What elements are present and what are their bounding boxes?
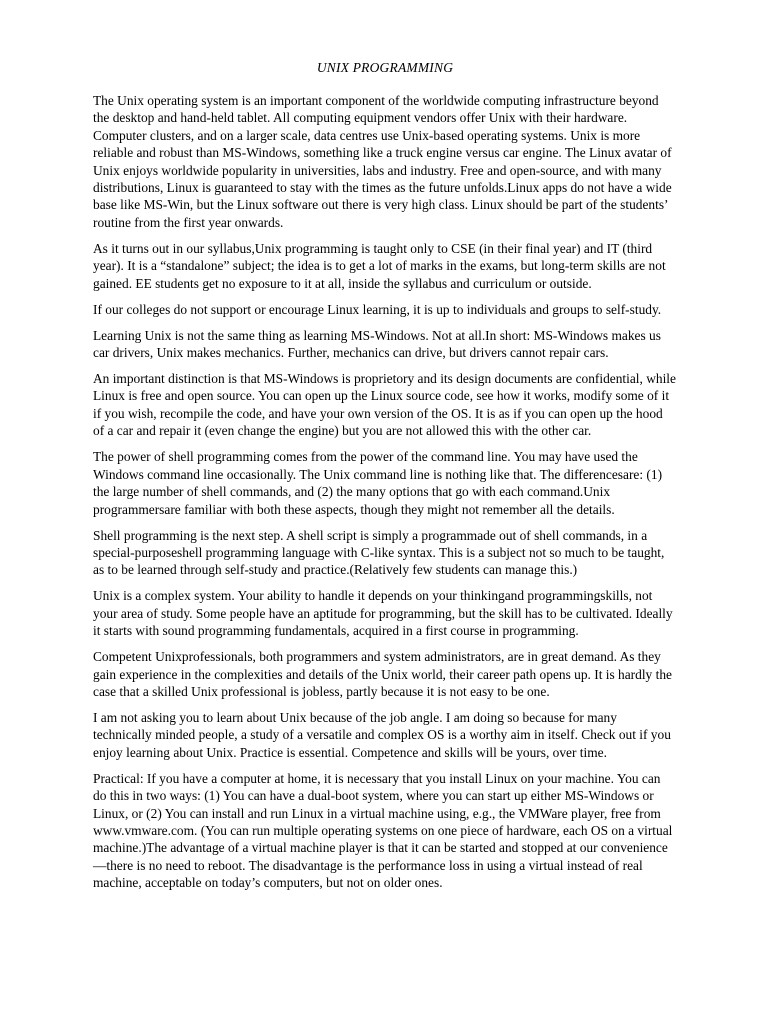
paragraph-5: An important distinction is that MS-Windows is proprietory and its design documents are confidential, while Linux is free and open source. You can open up the Linux source code, see how it works, modify some of it if you wish, recompile the code, and have your own version of the OS. It is as if you can open up the hood of a car and repair it (even change the engine) but you are not allowed this with the other car. [93,371,676,439]
paragraph-8: Unix is a complex system. Your ability to handle it depends on your thinkingand programmingskills, not your area of study. Some people have an aptitude for programming, but the skill has to be cultivated. Ideally it starts with sound programming fundamentals, acquired in a first course in programming. [93,588,673,639]
paragraph-11: Practical: If you have a computer at home, it is necessary that you install Linux on your machine. You can do this in two ways: (1) You can have a dual-boot system, where you can start up either MS-Windows or Linux, or (2) You can install and run Linux in a virtual machine using, e.g., the VMWare player, free from www.vmware.com. (You can run multiple operating systems on one piece of hardware, each OS on a virtual machine.)The advantage of a virtual machine player is that it can be started and stopped at our convenience—there is no need to reboot. The disadvantage is the performance loss in using a virtual instead of real machine, acceptable on today’s computers, but not on older ones. [93,770,673,891]
paragraph-9: Competent Unixprofessionals, both programmers and system administrators, are in great demand. As they gain experience in the complexities and details of the Unix world, their career path opens up. It is hardly the case that a skilled Unix professional is jobless, partly because it is not easy to be one. [93,649,672,699]
document-page [93,58,677,900]
paragraph-6: The power of shell programming comes from the power of the command line. You may have used the Windows command line occasionally. The Unix command line is nothing like that. The differencesare: (1) the large number of shell commands, and (2) the many options that go with each command.Unix programmersare familiar with both these aspects, though they might not remember all the details. [93,449,663,517]
paragraph-7: Shell programming is the next step. A shell script is simply a programmade out of shell commands, in a special-purposeshell programming language with C-like syntax. This is a subject not so much to be taught, as to be learned through self-study and practice.(Relatively few students can manage this.) [93,527,665,578]
document-title: UNIX PROGRAMMING [316,60,454,75]
paragraph-1: The Unix operating system is an important component of the worldwide computing infrastructure beyond the desktop and hand-held tablet. All computing equipment vendors offer Unix with their hardware. Computer clusters, and on a larger scale, data centres use Unix-based operating systems. Unix is more reliable and robust than MS-Windows, something like a truck engine versus car engine. The Linux avatar of Unix enjoys worldwide popularity in universities, labs and industry. Free and open-source, and with many distributions, Linux is guaranteed to stay with the times as the future unfolds.Linux apps do not have a wide base like MS-Win, but the Linux software out there is very high class. Linux should be part of the students’ routine from the first year onwards. [93,93,672,230]
paragraph-2: As it turns out in our syllabus,Unix programming is taught only to CSE (in their final year) and IT (third year). It is a “standalone” subject; the idea is to get a lot of marks in the exams, but long-term skills are not gained. EE students get no exposure to it at all, inside the syllabus and curriculum or outside. [93,240,666,291]
paragraph-3: If our colleges do not support or encourage Linux learning, it is up to individuals and groups to self-study. [93,301,662,317]
paragraph-10: I am not asking you to learn about Unix because of the job angle. I am doing so because for many technically minded people, a study of a versatile and complex OS is a worthy aim in itself. Check out if you enjoy learning about Unix. Practice is essential. Competence and skills will be yours, over time. [93,709,671,760]
paragraph-4: Learning Unix is not the same thing as learning MS-Windows. Not at all.In short: MS-Windows makes us car drivers, Unix makes mechanics. Further, mechanics can drive, but drivers cannot repair cars. [93,327,661,361]
